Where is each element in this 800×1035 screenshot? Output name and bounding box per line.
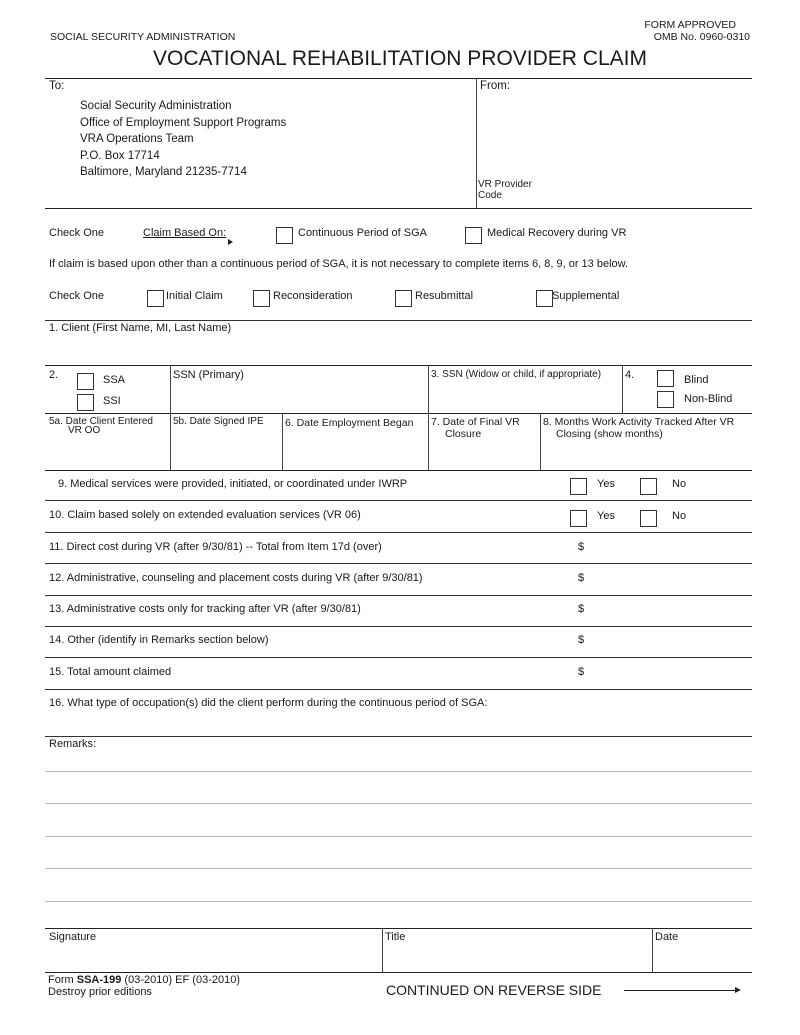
- item10-yes-label: Yes: [597, 510, 615, 522]
- remarks-line[interactable]: [45, 901, 752, 902]
- to-line: Baltimore, Maryland 21235-7714: [80, 166, 247, 178]
- to-label: To:: [49, 80, 65, 92]
- item11-amount-field[interactable]: $: [578, 541, 585, 553]
- item9-label: 9. Medical services were provided, initiated, or coordinated under IWRP: [58, 478, 408, 490]
- item11-label: 11. Direct cost during VR (after 9/30/81) -- Total from Item 17d (over): [49, 541, 382, 553]
- item13-label: 13. Administrative costs only for tracking after VR (after 9/30/81): [49, 603, 361, 615]
- blind-label: Blind: [684, 374, 709, 386]
- item10-no-label: No: [672, 510, 687, 522]
- date-final-closure-label-2: Closure: [445, 428, 482, 440]
- arrow-icon: [228, 239, 233, 245]
- arrowhead-icon: [735, 987, 741, 993]
- initial-claim-label: Initial Claim: [166, 290, 223, 302]
- arrow-right-icon: [624, 990, 736, 991]
- remarks-label: Remarks:: [49, 738, 97, 750]
- signature-field[interactable]: Signature: [49, 931, 97, 943]
- remarks-line[interactable]: [45, 803, 752, 804]
- from-field[interactable]: From:: [480, 80, 511, 92]
- check-one-label: Check One: [49, 227, 105, 239]
- supplemental-checkbox[interactable]: [536, 290, 553, 307]
- medical-recovery-label: Medical Recovery during VR: [487, 227, 627, 239]
- item14-amount-field[interactable]: $: [578, 634, 585, 646]
- months-tracked-label-2: Closing (show months): [556, 428, 663, 440]
- supplemental-label: Supplemental: [552, 290, 620, 302]
- claim-based-on-label: Claim Based On:: [143, 227, 227, 239]
- item10-no-checkbox[interactable]: [640, 510, 657, 527]
- remarks-line[interactable]: [45, 868, 752, 869]
- page-title: VOCATIONAL REHABILITATION PROVIDER CLAIM: [153, 47, 647, 70]
- check-one-label: Check One: [49, 290, 105, 302]
- item10-label: 10. Claim based solely on extended evaluation services (VR 06): [49, 509, 361, 521]
- resubmittal-checkbox[interactable]: [395, 290, 412, 307]
- reconsideration-checkbox[interactable]: [253, 290, 270, 307]
- item15-label: 15. Total amount claimed: [49, 666, 172, 678]
- date-entered-label-2: VR OO: [68, 425, 101, 436]
- item12-label: 12. Administrative, counseling and placement costs during VR (after 9/30/81): [49, 572, 423, 584]
- date-employment-field[interactable]: 6. Date Employment Began: [285, 417, 414, 429]
- provider-code-label: Code: [478, 190, 502, 201]
- item9-no-checkbox[interactable]: [640, 478, 657, 495]
- remarks-line[interactable]: [45, 771, 752, 772]
- item10-yes-checkbox[interactable]: [570, 510, 587, 527]
- item14-label: 14. Other (identify in Remarks section below): [49, 634, 269, 646]
- to-line: Office of Employment Support Programs: [80, 117, 287, 129]
- form-approved: FORM APPROVED: [644, 19, 736, 31]
- initial-claim-checkbox[interactable]: [147, 290, 164, 307]
- item4-number: 4.: [625, 369, 635, 381]
- non-blind-checkbox[interactable]: [657, 391, 674, 408]
- item12-amount-field[interactable]: $: [578, 572, 585, 584]
- ssa-checkbox[interactable]: [77, 373, 94, 390]
- provider-code-label: VR Provider: [478, 179, 532, 190]
- form-number: SSA-199: [76, 974, 122, 986]
- agency-name: SOCIAL SECURITY ADMINISTRATION: [50, 31, 236, 43]
- ssa-label: SSA: [103, 374, 126, 386]
- form-edition: (03-2010) EF (03-2010): [121, 974, 240, 986]
- item9-yes-checkbox[interactable]: [570, 478, 587, 495]
- occupation-field[interactable]: 16. What type of occupation(s) did the client perform during the continuous period of SGA:: [49, 697, 488, 709]
- item13-amount-field[interactable]: $: [578, 603, 585, 615]
- months-tracked-field[interactable]: 8. Months Work Activity Tracked After VR: [543, 416, 735, 428]
- reconsideration-label: Reconsideration: [273, 290, 353, 302]
- to-line: Social Security Administration: [80, 100, 232, 112]
- date-field[interactable]: Date: [655, 931, 679, 943]
- ssn-primary-field[interactable]: SSN (Primary): [173, 369, 244, 381]
- date-signed-ipe-field[interactable]: 5b. Date Signed IPE: [173, 416, 264, 427]
- item9-yes-label: Yes: [597, 478, 615, 490]
- continued-note: CONTINUED ON REVERSE SIDE: [386, 982, 602, 998]
- instruction-note: If claim is based upon other than a continuous period of SGA, it is not necessary to complete items 6, 8, 9, or 13 below.: [49, 258, 629, 270]
- to-line: VRA Operations Team: [80, 133, 194, 145]
- remarks-line[interactable]: [45, 836, 752, 837]
- resubmittal-label: Resubmittal: [415, 290, 474, 302]
- ssn-widow-field[interactable]: 3. SSN (Widow or child, if appropriate): [431, 369, 602, 380]
- ssi-label: SSI: [103, 395, 121, 407]
- continuous-sga-label: Continuous Period of SGA: [298, 227, 428, 239]
- destroy-note: Destroy prior editions: [48, 986, 152, 998]
- client-name-field[interactable]: 1. Client (First Name, MI, Last Name): [49, 322, 232, 334]
- date-entered-field[interactable]: 5a. Date Client Entered: [49, 416, 153, 427]
- medical-recovery-checkbox[interactable]: [465, 227, 482, 244]
- ssi-checkbox[interactable]: [77, 394, 94, 411]
- date-final-closure-field[interactable]: 7. Date of Final VR: [431, 416, 520, 428]
- item2-number: 2.: [49, 369, 59, 381]
- continuous-sga-checkbox[interactable]: [276, 227, 293, 244]
- form-id: [48, 974, 240, 986]
- blind-checkbox[interactable]: [657, 370, 674, 387]
- item15-amount-field[interactable]: $: [578, 666, 585, 678]
- omb-number: OMB No. 0960-0310: [653, 31, 750, 43]
- to-line: P.O. Box 17714: [80, 150, 160, 162]
- item9-no-label: No: [672, 478, 687, 490]
- title-field[interactable]: Title: [385, 931, 406, 943]
- non-blind-label: Non-Blind: [684, 393, 733, 405]
- form-prefix: Form: [48, 974, 77, 986]
